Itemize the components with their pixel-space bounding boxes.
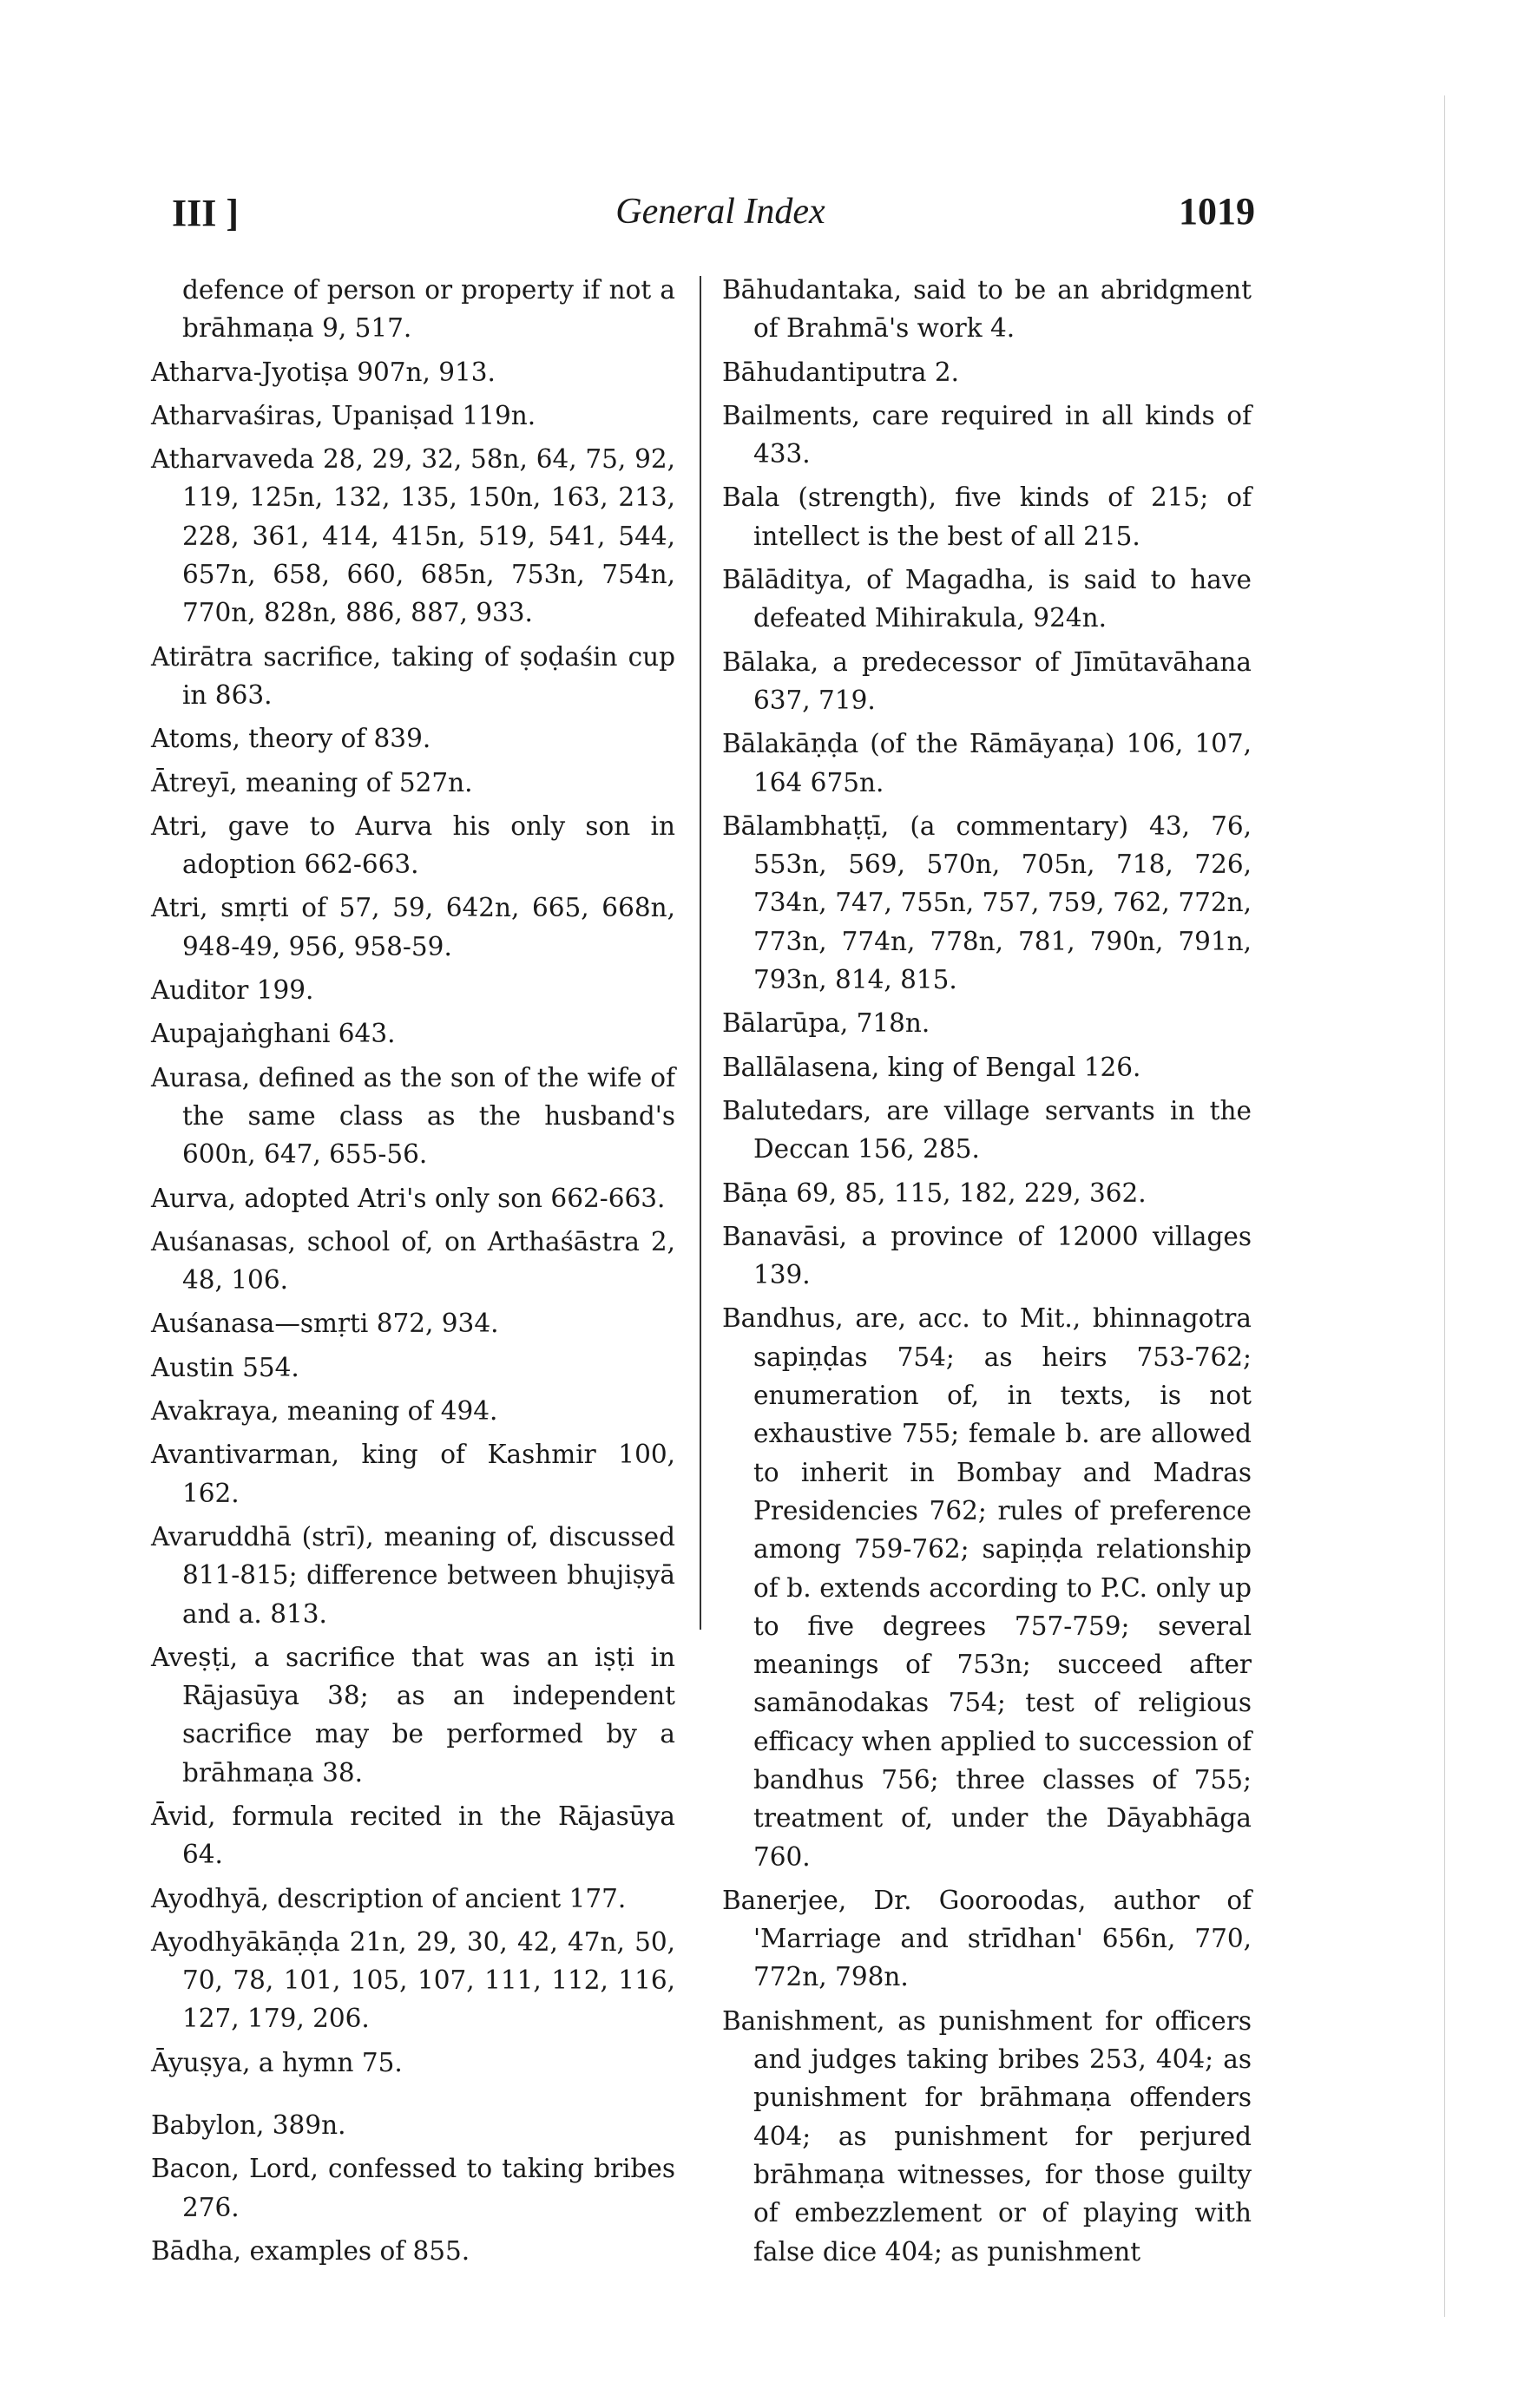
index-entry: Atharvaveda 28, 29, 32, 58n, 64, 75, 92, 119, 125n, 132, 135, 150n, 163, 213, 228, 361, 414, 415n, 519, 541, 544, 657n, 658, 660, 685n, 753n, 754n, 770n, 828n, 886, 887, 933. (151, 444, 675, 628)
index-entry: Atri, gave to Aurva his only son in adoption 662-663. (151, 810, 675, 880)
index-entry: Ballālasena, king of Bengal 126. (722, 1052, 1141, 1082)
index-entry: Aveṣṭi, a sacrifice that was an iṣṭi in Rājasūya 38; as an independent sacrifice may be performed by a brāhmaṇa 38. (151, 1642, 675, 1788)
index-entry: Austin 554. (151, 1352, 299, 1382)
index-entry: Bālarūpa, 718n. (722, 1008, 930, 1039)
right-index-column (722, 271, 1252, 2276)
page-edge-line (1444, 95, 1445, 2317)
index-entry: Atoms, theory of 839. (151, 724, 431, 754)
index-entry: Aupajaṅghani 643. (151, 1019, 396, 1049)
index-entry: Bālakāṇḍa (of the Rāmāyaṇa) 106, 107, 164 675n. (722, 729, 1252, 797)
index-entry: Bālāditya, of Magadha, is said to have defeated Mihirakula, 924n. (722, 565, 1252, 633)
index-entry: Avakraya, meaning of 494. (151, 1396, 498, 1427)
index-entry: Bāhudantaka, said to be an abridgment of Brahmā's work 4. (722, 275, 1252, 344)
index-entry: Avaruddhā (strī), meaning of, discussed 811-815; difference between bhujiṣyā and a. 813. (151, 1521, 675, 1629)
page-number: 1019 (1179, 190, 1255, 233)
index-entry: defence of person or property if not a brāhmaṇa 9, 517. (182, 275, 675, 344)
index-entry: Bālambhaṭṭī, (a commentary) 43, 76, 553n, 569, 570n, 705n, 718, 726, 734n, 747, 755n, 757, 759, 762, 772n, 773n, 774n, 778n, 781, 790n, 791n, 793n, 814, 815. (722, 810, 1252, 995)
index-entry: Banavāsi, a province of 12000 villages 139. (722, 1221, 1252, 1290)
index-entry: Bādha, examples of 855. (151, 2235, 470, 2266)
index-entry: Banishment, as punishment for officers and judges taking bribes 253, 404; as punishment for brāhmaṇa offenders 404; as punishment for perjured brāhmaṇa witnesses, for those guilty of embezzlement or of playing with false dice 404; as punishment (722, 2005, 1252, 2267)
index-entry: Auśanasa—smṛti 872, 934. (151, 1309, 499, 1339)
index-entry: Bacon, Lord, confessed to taking bribes 276. (151, 2154, 675, 2222)
index-entry: Auśanasas, school of, on Arthaśāstra 2, 48, 106. (151, 1226, 675, 1296)
index-entry: Bāṇa 69, 85, 115, 182, 229, 362. (722, 1178, 1147, 1208)
index-entry: Balutedars, are village servants in the Deccan 156, 285. (722, 1095, 1252, 1165)
running-title: General Index (615, 192, 825, 232)
index-entry: Bāhudantiputra 2. (722, 357, 959, 387)
index-entry: Bala (strength), five kinds of 215; of intellect is the best of all 215. (722, 482, 1252, 551)
index-entry: Atirātra sacrifice, taking of ṣoḍaśin cup in 863. (151, 641, 675, 710)
index-entry: Ātreyī, meaning of 527n. (151, 767, 473, 797)
index-entry: Atharva-Jyotiṣa 907n, 913. (151, 357, 496, 387)
index-entry: Auditor 199. (151, 975, 314, 1006)
index-entry: Aurva, adopted Atri's only son 662-663. (151, 1183, 666, 1213)
column-divider (700, 276, 701, 1630)
index-entry: Atri, smṛti of 57, 59, 642n, 665, 668n, 948-49, 956, 958-59. (151, 893, 675, 961)
index-entry: Ayodhyā, description of ancient 177. (151, 1883, 627, 1913)
index-entry: Bandhus, are, acc. to Mit., bhinnagotra sapiṇḍas 754; as heirs 753-762; enumeration of, in texts, is not exhaustive 755; female b. are allowed to inherit in Bombay and Madras Presidencies 762; rules of preference among 759-762; sapiṇḍa relationship of b. extends according to P.C. only up to five degrees 757-759; several meanings of 753n; succeed after samānodakas 754; test of religious efficacy when applied to succession of bandhus 756; three classes of 755; treatment of, under the Dāyabhāga 760. (722, 1303, 1252, 1872)
index-entry: Avantivarman, king of Kashmir 100, 162. (151, 1440, 675, 1508)
left-index-column (151, 271, 675, 2275)
index-entry: Āyuṣya, a hymn 75. (151, 2047, 403, 2077)
index-entry: Bailments, care required in all kinds of 433. (722, 400, 1252, 469)
index-entry: Atharvaśiras, Upaniṣad 119n. (151, 400, 536, 430)
index-entry: Āvid, formula recited in the Rājasūya 64. (151, 1801, 675, 1870)
index-entry: Banerjee, Dr. Gooroodas, author of 'Marriage and strīdhan' 656n, 770, 772n, 798n. (722, 1885, 1252, 1992)
index-entry: Ayodhyākāṇḍa 21n, 29, 30, 42, 47n, 50, 70, 78, 101, 105, 107, 111, 112, 116, 127, 179, 206. (151, 1926, 675, 2034)
index-entry: Aurasa, defined as the son of the wife of the same class as the husband's 600n, 647, 655-56. (151, 1062, 675, 1170)
section-marker: III ] (172, 192, 240, 234)
index-entry: Babylon, 389n. (151, 2110, 346, 2141)
index-entry: Bālaka, a predecessor of Jīmūtavāhana 637, 719. (722, 646, 1252, 715)
